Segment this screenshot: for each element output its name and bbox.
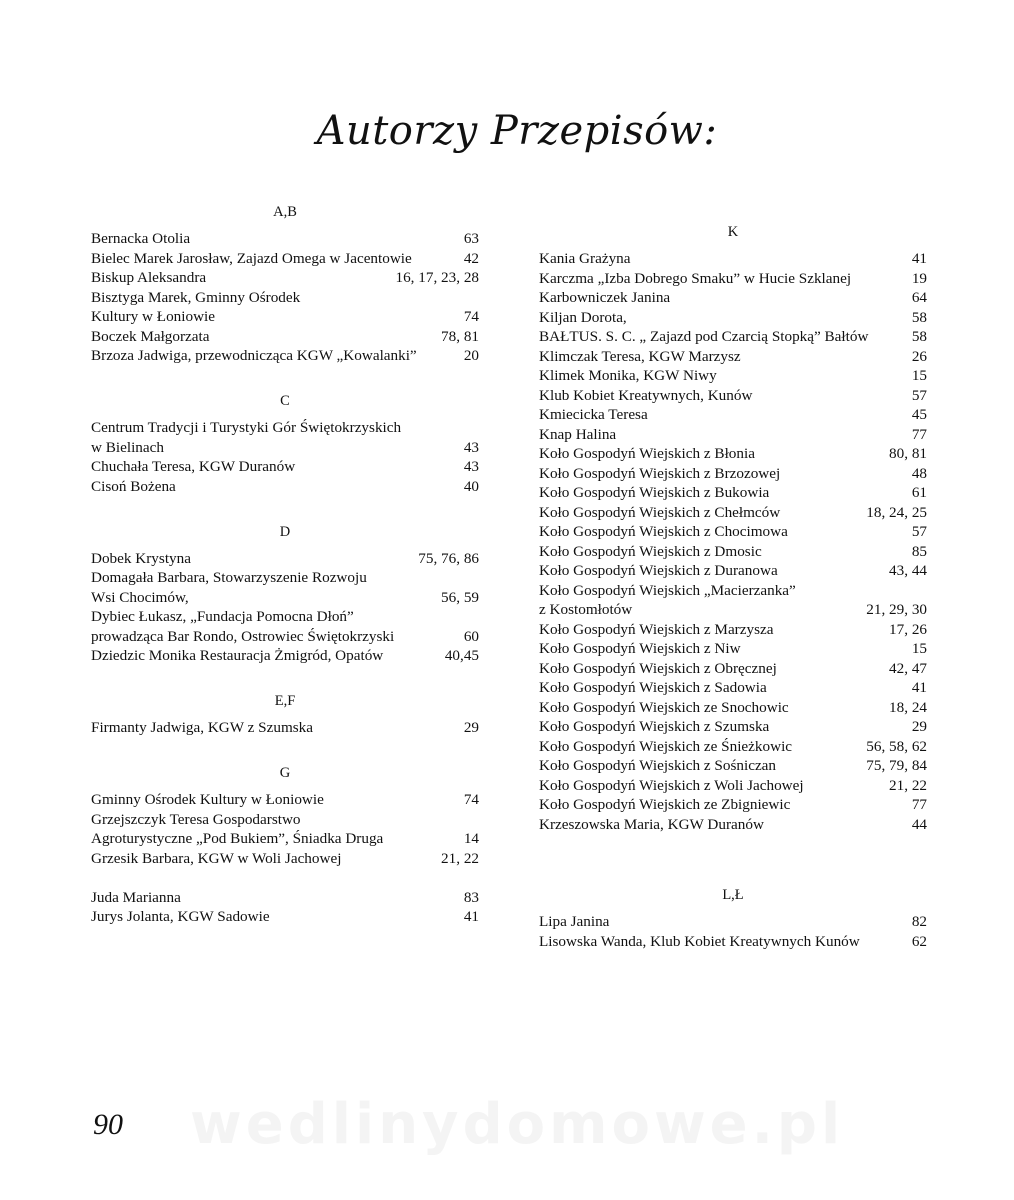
- index-entry: [539, 327, 927, 347]
- section-header: L,Ł: [722, 887, 744, 903]
- index-column-left: [91, 196, 479, 927]
- entry-name: Kultury w Łoniowie: [91, 308, 216, 325]
- index-entry: [91, 229, 479, 249]
- index-entry: [539, 737, 927, 757]
- index-entry: [91, 829, 479, 849]
- entry-name: Koło Gospodyń Wiejskich z Chocimowa: [539, 523, 788, 540]
- entry-pages: 41: [911, 679, 927, 696]
- entry-name: Koło Gospodyń Wiejskich z Obręcznej: [539, 659, 777, 677]
- entry-pages: 21, 29, 30: [866, 601, 927, 618]
- entry-pages: 42: [463, 249, 479, 267]
- index-entry: [539, 717, 927, 737]
- entry-name: Koło Gospodyń Wiejskich z Chełmców: [539, 503, 781, 521]
- index-entry: [91, 588, 479, 608]
- index-entry: [539, 561, 927, 581]
- index-entry: [539, 444, 927, 464]
- section-header: K: [727, 224, 739, 240]
- watermark: wedlinydomowe.pl: [190, 1092, 845, 1157]
- entry-name: Gminny Ośrodek Kultury w Łoniowie: [91, 791, 324, 808]
- entry-name: Koło Gospodyń Wiejskich z Szumska: [539, 718, 770, 735]
- entry-name: Koło Gospodyń Wiejskich „Macierzanka”: [539, 581, 796, 599]
- section-header: G: [279, 765, 291, 781]
- entry-pages: 63: [463, 230, 479, 247]
- index-entry: [539, 249, 927, 269]
- entry-name: Dybiec Łukasz, „Fundacja Pomocna Dłoń”: [91, 608, 354, 625]
- page-number: 90: [93, 1108, 123, 1141]
- entry-pages: 21, 22: [889, 776, 927, 794]
- entry-name: Dziedzic Monika Restauracja Żmigród, Opatów: [91, 647, 384, 664]
- entry-name: Domagała Barbara, Stowarzyszenie Rozwoju: [91, 569, 367, 586]
- entry-pages: 29: [463, 719, 479, 736]
- entry-name: Koło Gospodyń Wiejskich z Duranowa: [539, 562, 778, 579]
- entry-pages: 18, 24: [889, 698, 927, 716]
- entry-pages: 74: [463, 308, 479, 325]
- entry-pages: 29: [911, 718, 927, 735]
- section-gap: [91, 738, 479, 758]
- entry-pages: 60: [463, 627, 479, 645]
- entry-name: Koło Gospodyń Wiejskich z Błonia: [539, 445, 755, 462]
- index-entry: [539, 425, 927, 445]
- entry-pages: 64: [911, 289, 927, 306]
- entry-pages: 43: [463, 458, 479, 475]
- section-header: E,F: [274, 693, 296, 709]
- entry-pages: [473, 810, 479, 830]
- index-entry: [539, 522, 927, 542]
- entry-name: Cisoń Bożena: [91, 477, 176, 495]
- entry-pages: 57: [911, 523, 927, 540]
- entry-pages: 48: [911, 464, 927, 482]
- index-entry: [539, 366, 927, 386]
- entry-name: z Kostomłotów: [539, 601, 633, 618]
- entry-pages: [473, 418, 479, 438]
- section-gap: [91, 366, 479, 386]
- index-entry: [539, 659, 927, 679]
- entry-pages: 43: [463, 438, 479, 456]
- index-entry: [91, 438, 479, 458]
- entry-name: Klimczak Teresa, KGW Marzysz: [539, 347, 741, 365]
- entry-name: Centrum Tradycji i Turystyki Gór Świętokrzyskich: [91, 419, 402, 436]
- entry-pages: [921, 581, 927, 601]
- entry-pages: 83: [463, 888, 479, 906]
- entry-name: Agroturystyczne „Pod Bukiem”, Śniadka Druga: [91, 830, 384, 847]
- index-entry: [91, 346, 479, 366]
- entry-name: BAŁTUS. S. C. „ Zajazd pod Czarcią Stopką” Bałtów: [539, 328, 869, 345]
- entry-name: Koło Gospodyń Wiejskich z Bukowia: [539, 484, 770, 501]
- section-header: D: [279, 523, 291, 540]
- index-entry: [539, 542, 927, 562]
- entry-pages: 15: [911, 367, 927, 384]
- entry-name: Boczek Małgorzata: [91, 327, 210, 345]
- index-entry: [91, 810, 479, 830]
- section-gap: [91, 666, 479, 686]
- entry-pages: 78, 81: [441, 327, 479, 345]
- index-entry: [91, 549, 479, 569]
- index-entry: [91, 327, 479, 347]
- entry-name: Biskup Aleksandra: [91, 269, 207, 286]
- index-entry: [91, 307, 479, 327]
- index-entry: [539, 483, 927, 503]
- entry-pages: 41: [911, 250, 927, 267]
- section-gap: [91, 496, 479, 516]
- entry-pages: 42, 47: [889, 659, 927, 677]
- entry-pages: 75, 76, 86: [418, 549, 479, 567]
- entry-pages: 17, 26: [889, 620, 927, 638]
- entry-name: Kania Grażyna: [539, 250, 631, 267]
- index-entry: [539, 581, 927, 601]
- entry-pages: 75, 79, 84: [866, 757, 927, 774]
- entry-name: Grzesik Barbara, KGW w Woli Jachowej: [91, 849, 342, 867]
- entry-pages: 74: [463, 791, 479, 808]
- entry-name: Klimek Monika, KGW Niwy: [539, 367, 717, 384]
- entry-pages: [473, 288, 479, 308]
- index-entry: [539, 405, 927, 425]
- index-entry: [539, 288, 927, 308]
- index-entry: [91, 457, 479, 477]
- page-title: Autorzy Przepisów:: [316, 108, 718, 154]
- entry-pages: 61: [911, 484, 927, 501]
- index-entry: [539, 912, 927, 932]
- index-entry: [91, 627, 479, 647]
- index-entry: [91, 418, 479, 438]
- entry-pages: 80, 81: [889, 445, 927, 462]
- entry-name: Chuchała Teresa, KGW Duranów: [91, 458, 296, 475]
- index-entry: [539, 503, 927, 523]
- entry-pages: 16, 17, 23, 28: [395, 269, 479, 286]
- index-entry: [539, 347, 927, 367]
- entry-pages: 58: [911, 328, 927, 345]
- entry-pages: 19: [911, 269, 927, 287]
- entry-name: Karczma „Izba Dobrego Smaku” w Hucie Szklanej: [539, 269, 852, 287]
- index-entry: [539, 308, 927, 328]
- entry-name: Bisztyga Marek, Gminny Ośrodek: [91, 288, 301, 306]
- entry-name: Dobek Krystyna: [91, 549, 191, 567]
- index-entry: [91, 790, 479, 810]
- entry-pages: 82: [911, 913, 927, 930]
- section-header: C: [280, 393, 290, 409]
- entry-pages: 21, 22: [441, 849, 479, 867]
- index-entry: [91, 607, 479, 627]
- entry-name: Koło Gospodyń Wiejskich z Sośniczan: [539, 757, 777, 774]
- index-entry: [91, 568, 479, 588]
- index-entry: [539, 795, 927, 815]
- entry-name: Bielec Marek Jarosław, Zajazd Omega w Jacentowie: [91, 249, 412, 267]
- entry-pages: [473, 607, 479, 627]
- entry-name: Koło Gospodyń Wiejskich z Marzysza: [539, 620, 774, 638]
- entry-pages: 58: [911, 308, 927, 326]
- entry-pages: 56, 58, 62: [866, 737, 927, 755]
- index-entry: [539, 815, 927, 835]
- entry-pages: 26: [911, 347, 927, 365]
- entry-pages: 77: [911, 425, 927, 443]
- entry-pages: 77: [911, 796, 927, 813]
- entry-name: Lipa Janina: [539, 913, 610, 930]
- entry-name: Koło Gospodyń Wiejskich z Dmosic: [539, 542, 762, 560]
- index-entry: [91, 888, 479, 908]
- entry-name: Wsi Chocimów,: [91, 588, 189, 606]
- entry-name: w Bielinach: [91, 438, 164, 456]
- entry-name: prowadząca Bar Rondo, Ostrowiec Świętokrzyski: [91, 627, 395, 645]
- index-entry: [539, 464, 927, 484]
- entry-name: Klub Kobiet Kreatywnych, Kunów: [539, 386, 753, 404]
- entry-name: Koło Gospodyń Wiejskich z Sadowia: [539, 679, 767, 696]
- entry-name: Koło Gospodyń Wiejskich z Niw: [539, 640, 741, 657]
- entry-name: Krzeszowska Maria, KGW Duranów: [539, 815, 764, 833]
- index-entry: [91, 849, 479, 869]
- section-gap: [91, 868, 479, 888]
- index-entry: [539, 678, 927, 698]
- entry-pages: 40,45: [444, 647, 479, 664]
- index-entry: [539, 932, 927, 952]
- index-entry: [539, 269, 927, 289]
- index-column-right: [539, 216, 927, 951]
- entry-name: Lisowska Wanda, Klub Kobiet Kreatywnych Kunów: [539, 932, 860, 950]
- entry-pages: 15: [911, 640, 927, 657]
- index-entry: [91, 718, 479, 738]
- index-entry: [91, 268, 479, 288]
- index-entry: [539, 756, 927, 776]
- entry-name: Karbowniczek Janina: [539, 289, 671, 306]
- index-entry: [91, 288, 479, 308]
- entry-pages: 20: [463, 347, 479, 364]
- entry-name: Kmiecicka Teresa: [539, 406, 648, 423]
- index-entry: [539, 776, 927, 796]
- index-entry: [91, 907, 479, 927]
- entry-pages: 45: [911, 406, 927, 423]
- entry-pages: 18, 24, 25: [866, 503, 927, 521]
- index-entry: [539, 620, 927, 640]
- index-entry: [539, 600, 927, 620]
- entry-name: Koło Gospodyń Wiejskich ze Snochowic: [539, 698, 789, 716]
- entry-name: Grzejszczyk Teresa Gospodarstwo: [91, 810, 301, 828]
- entry-name: Koło Gospodyń Wiejskich ze Śnieżkowic: [539, 737, 793, 755]
- entry-name: Koło Gospodyń Wiejskich ze Zbigniewic: [539, 796, 791, 813]
- entry-name: Brzoza Jadwiga, przewodnicząca KGW „Kowalanki”: [91, 347, 417, 364]
- index-entry: [91, 249, 479, 269]
- section-header: A,B: [273, 204, 297, 220]
- entry-pages: 43, 44: [889, 562, 927, 579]
- entry-pages: 56, 59: [441, 588, 479, 606]
- entry-name: Jurys Jolanta, KGW Sadowie: [91, 908, 270, 925]
- index-entry: [539, 698, 927, 718]
- entry-name: Knap Halina: [539, 425, 617, 443]
- index-entry: [539, 386, 927, 406]
- entry-name: Juda Marianna: [91, 888, 181, 906]
- entry-name: Koło Gospodyń Wiejskich z Brzozowej: [539, 464, 781, 482]
- index-entry: [91, 646, 479, 666]
- entry-pages: [473, 568, 479, 588]
- entry-name: Koło Gospodyń Wiejskich z Woli Jachowej: [539, 776, 804, 794]
- section-gap: [539, 834, 927, 879]
- entry-pages: 62: [911, 932, 927, 950]
- index-entry: [539, 639, 927, 659]
- entry-name: Firmanty Jadwiga, KGW z Szumska: [91, 719, 314, 736]
- index-entry: [91, 477, 479, 497]
- entry-pages: 40: [463, 477, 479, 495]
- entry-pages: 41: [463, 908, 479, 925]
- entry-pages: 44: [911, 815, 927, 833]
- entry-name: Bernacka Otolia: [91, 230, 191, 247]
- entry-pages: 85: [911, 542, 927, 560]
- entry-name: Kiljan Dorota,: [539, 308, 627, 326]
- entry-pages: 14: [463, 830, 479, 847]
- entry-pages: 57: [911, 386, 927, 404]
